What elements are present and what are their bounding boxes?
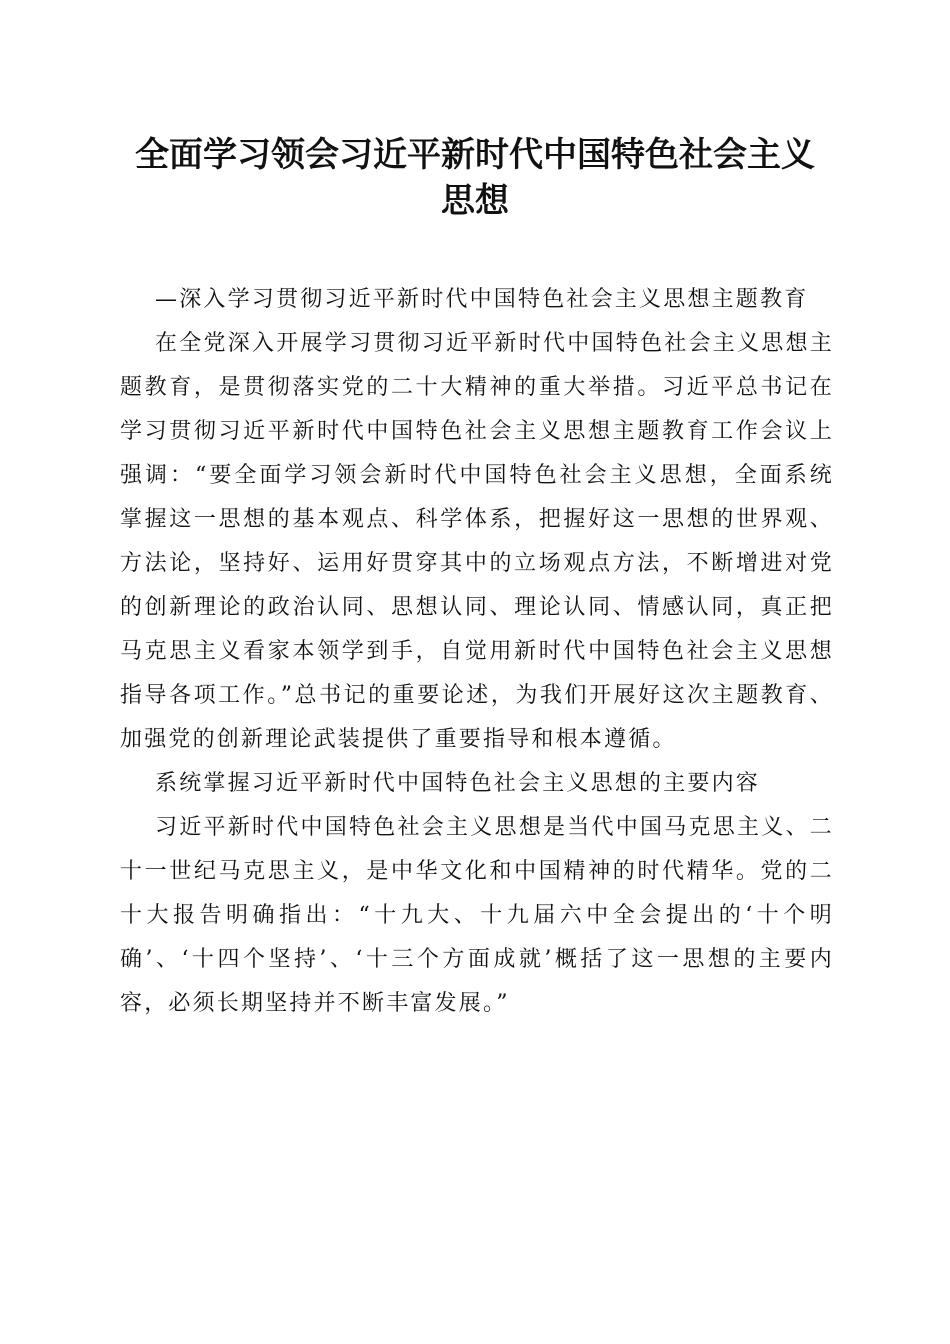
intro-paragraph: 在全党深入开展学习贯彻习近平新时代中国特色社会主义思想主题教育，是贯彻落实党的二十大精神的重大举措。习近平总书记在学习贯彻习近平新时代中国特色社会主义思想主题教育工作会议上强调：“要全面学习领会新时代中国特色社会主义思想，全面系统掌握这一思想的基本观点、科学体系，把握好这一思想的世界观、方法论，坚持好、运用好贯穿其中的立场观点方法，不断增进对党的创新理论的政治认同、思想认同、理论认同、情感认同，真正把马克思主义看家本领学到手，自觉用新时代中国特色社会主义思想指导各项工作。”总书记的重要论述，为我们开展好这次主题教育、加强党的创新理论武装提供了重要指导和根本遵循。	[120, 331, 834, 752]
document-body	[120, 278, 834, 1026]
subtitle-paragraph: —深入学习贯彻习近平新时代中国特色社会主义思想主题教育	[155, 287, 809, 312]
title-line-1: 全面学习领会习近平新时代中国特色社会主义	[135, 135, 815, 175]
title-line-2: 思想	[441, 181, 509, 221]
section-heading: 系统掌握习近平新时代中国特色社会主义思想的主要内容	[155, 771, 761, 796]
document-title	[100, 132, 850, 224]
content-paragraph: 习近平新时代中国特色社会主义思想是当代中国马克思主义、二十一世纪马克思主义，是中华文化和中国精神的时代精华。党的二十大报告明确指出：“十九大、十九届六中全会提出的‘十个明确’、‘十四个坚持’、‘十三个方面成就’概括了这一思想的主要内容，必须长期坚持并不断丰富发展。”	[120, 815, 834, 1016]
